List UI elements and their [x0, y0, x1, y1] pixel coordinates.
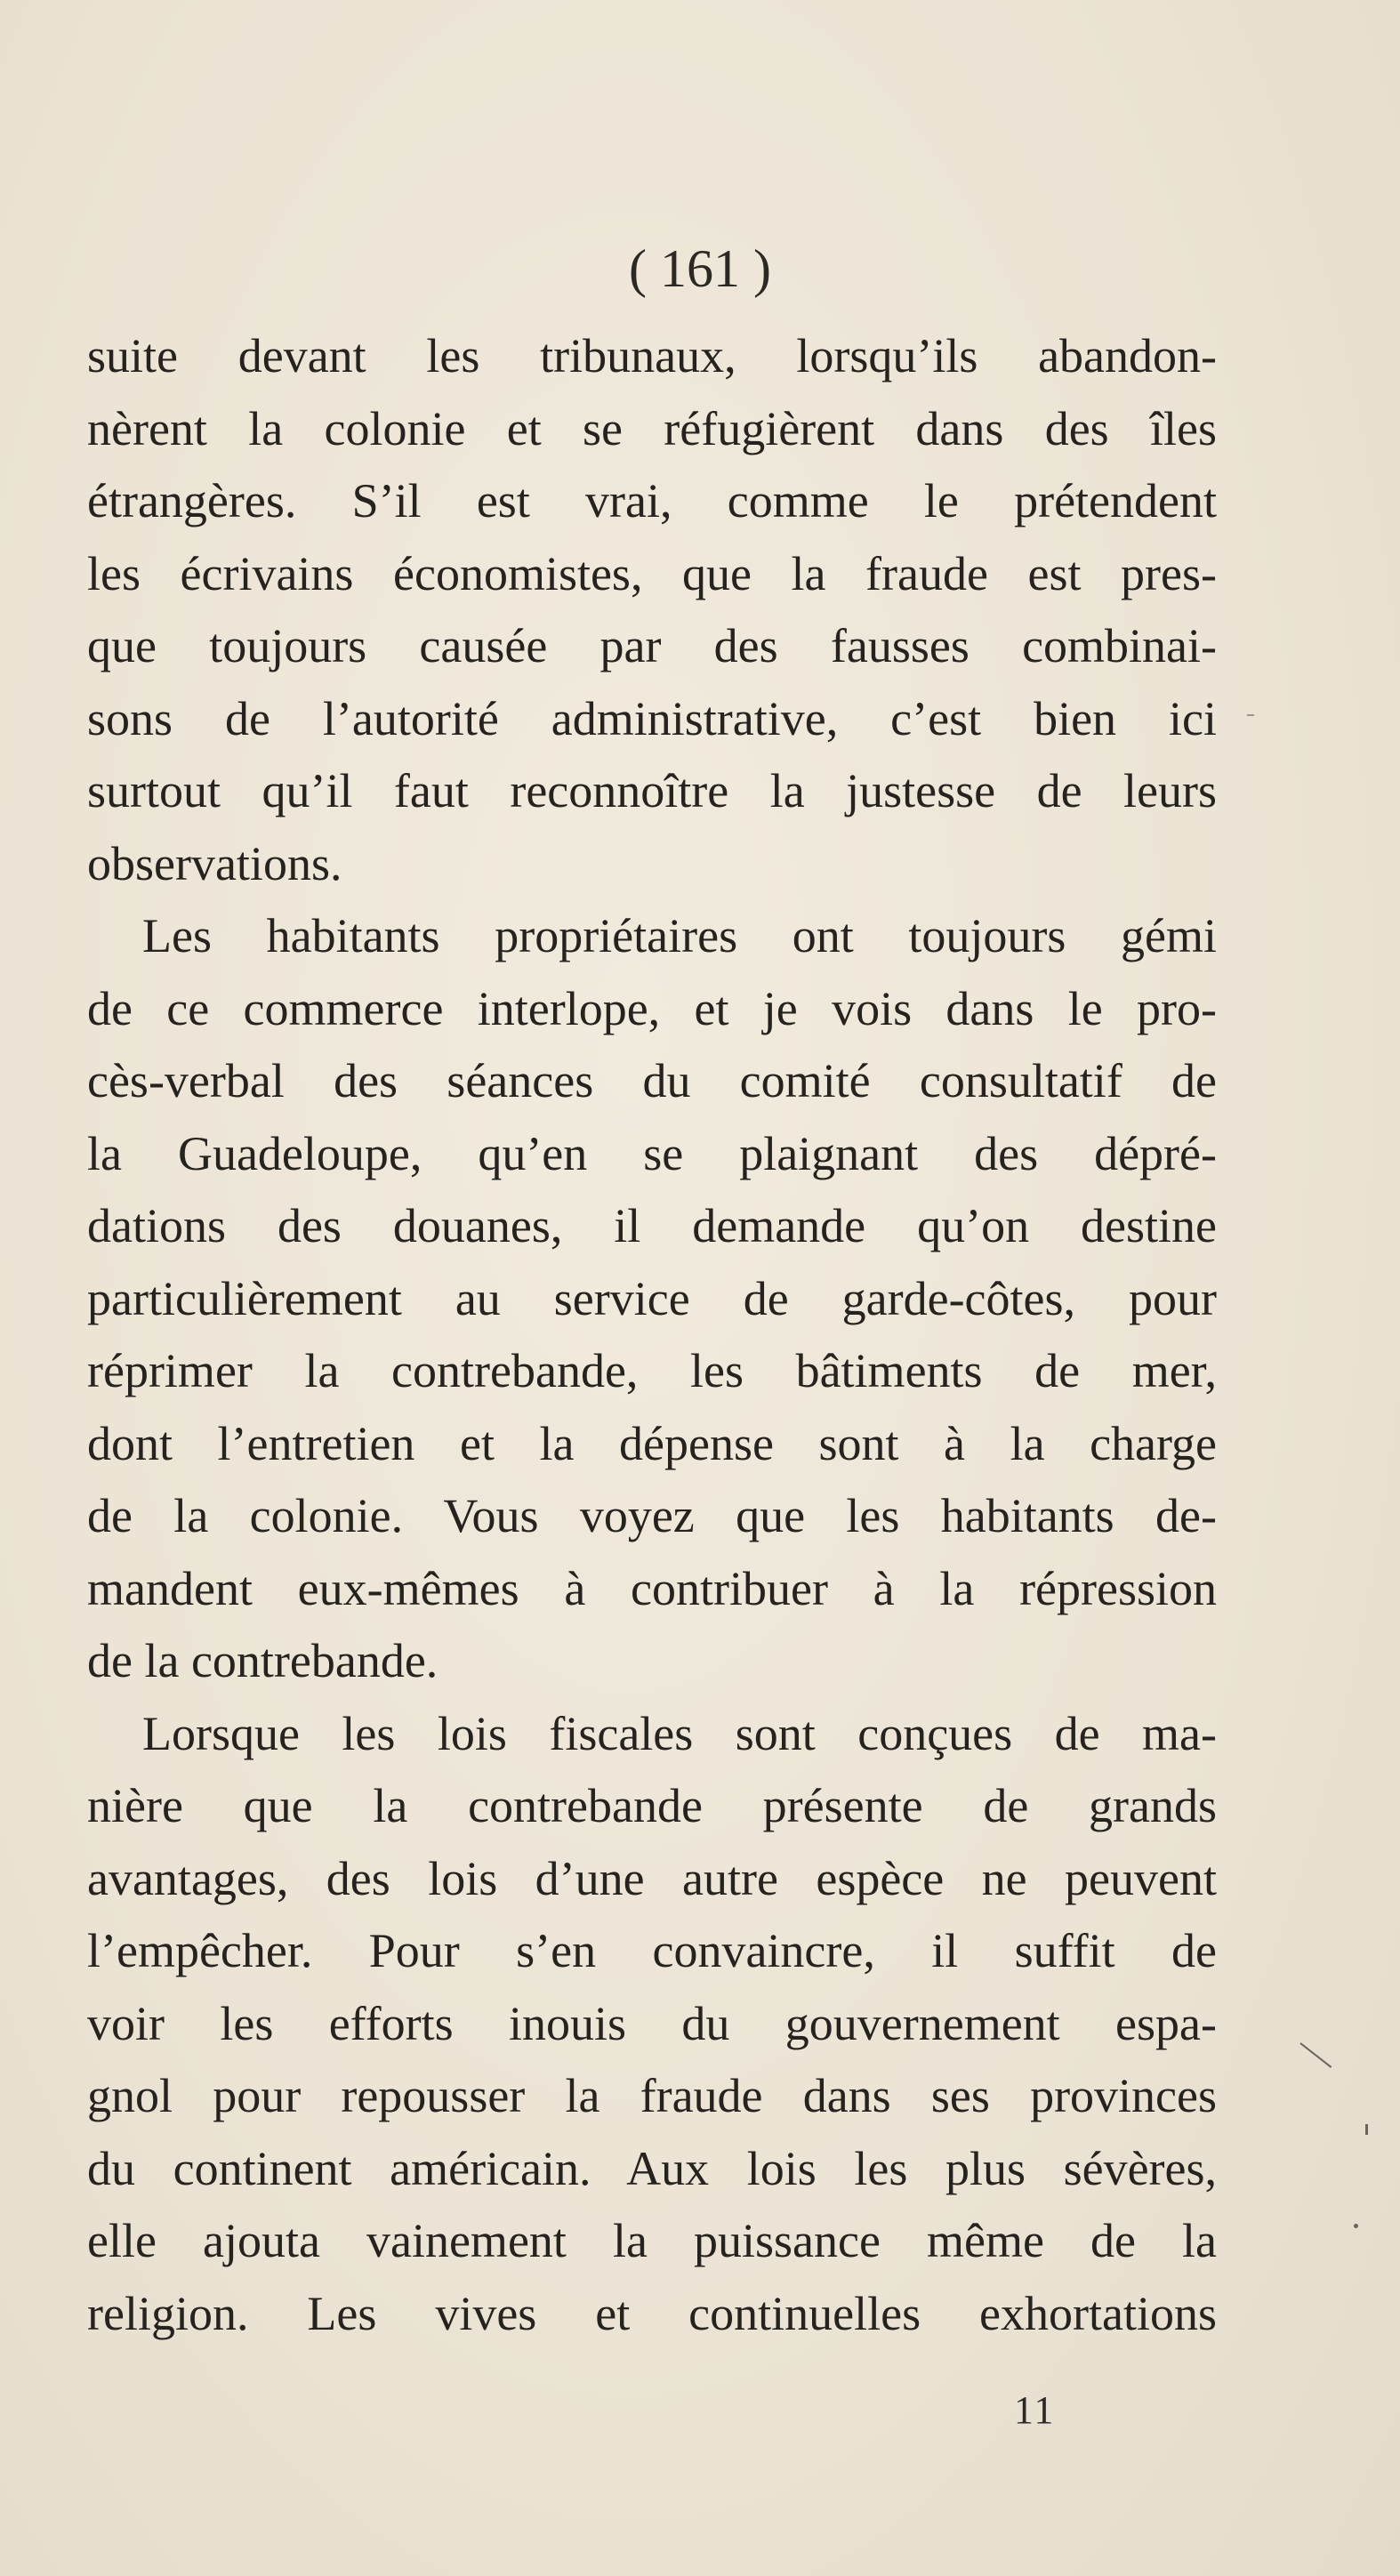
text-line: dont l’entretien et la dépense sont à la charge	[87, 1416, 1217, 1470]
text-line: elle ajouta vainement la puissance même de la	[87, 2214, 1217, 2267]
text-line: réprimer la contrebande, les bâtiments de mer,	[87, 1344, 1217, 1397]
text-line: nèrent la colonie et se réfugièrent dans des îles	[87, 401, 1217, 455]
text-line: particulièrement au service de garde-côtes, pour	[87, 1271, 1217, 1325]
body-text	[87, 320, 1217, 2350]
page-number-header: ( 161 )	[629, 239, 771, 298]
signature-mark: 11	[1014, 2388, 1056, 2432]
text-line: étrangères. S’il est vrai, comme le prétendent	[87, 474, 1217, 527]
text-line: gnol pour repousser la fraude dans ses provinces	[87, 2069, 1217, 2122]
text-line: nière que la contrebande présente de grands	[87, 1779, 1217, 1832]
text-line: observations.	[87, 836, 342, 890]
margin-ink-mark	[1247, 714, 1254, 716]
text-line: la Guadeloupe, qu’en se plaignant des dépré-	[87, 1126, 1217, 1180]
text-line: Lorsque les lois fiscales sont conçues de ma-	[142, 1706, 1217, 1760]
text-line: de la contrebande.	[87, 1634, 439, 1687]
text-line: sons de l’autorité administrative, c’est bien ici	[87, 691, 1217, 745]
text-line: de ce commerce interlope, et je vois dans le pro-	[87, 981, 1217, 1035]
text-line: les écrivains économistes, que la fraude est pres-	[87, 546, 1217, 600]
text-line: avantages, des lois d’une autre espèce ne peuvent	[87, 1851, 1217, 1905]
text-line: du continent américain. Aux lois les plus sévères,	[87, 2141, 1217, 2195]
text-line: Les habitants propriétaires ont toujours gémi	[142, 909, 1217, 962]
text-line: voir les efforts inouis du gouvernement espa-	[87, 1996, 1217, 2050]
text-line: surtout qu’il faut reconnoître la justesse de leurs	[87, 764, 1217, 817]
margin-ink-mark	[1354, 2224, 1358, 2228]
text-line: que toujours causée par des fausses combinai-	[87, 619, 1217, 672]
text-line: de la colonie. Vous voyez que les habitants de-	[87, 1489, 1217, 1542]
text-line: religion. Les vives et continuelles exhortations	[87, 2286, 1217, 2340]
text-line: dations des douanes, il demande qu’on destine	[87, 1199, 1217, 1252]
margin-ink-mark	[1299, 2042, 1332, 2068]
margin-ink-mark	[1365, 2124, 1368, 2135]
text-line: suite devant les tribunaux, lorsqu’ils abandon-	[87, 329, 1217, 382]
text-line: mandent eux-mêmes à contribuer à la répression	[87, 1561, 1217, 1615]
text-line: cès-verbal des séances du comité consultatif de	[87, 1054, 1217, 1107]
text-line: l’empêcher. Pour s’en convaincre, il suffit de	[87, 1924, 1217, 1977]
